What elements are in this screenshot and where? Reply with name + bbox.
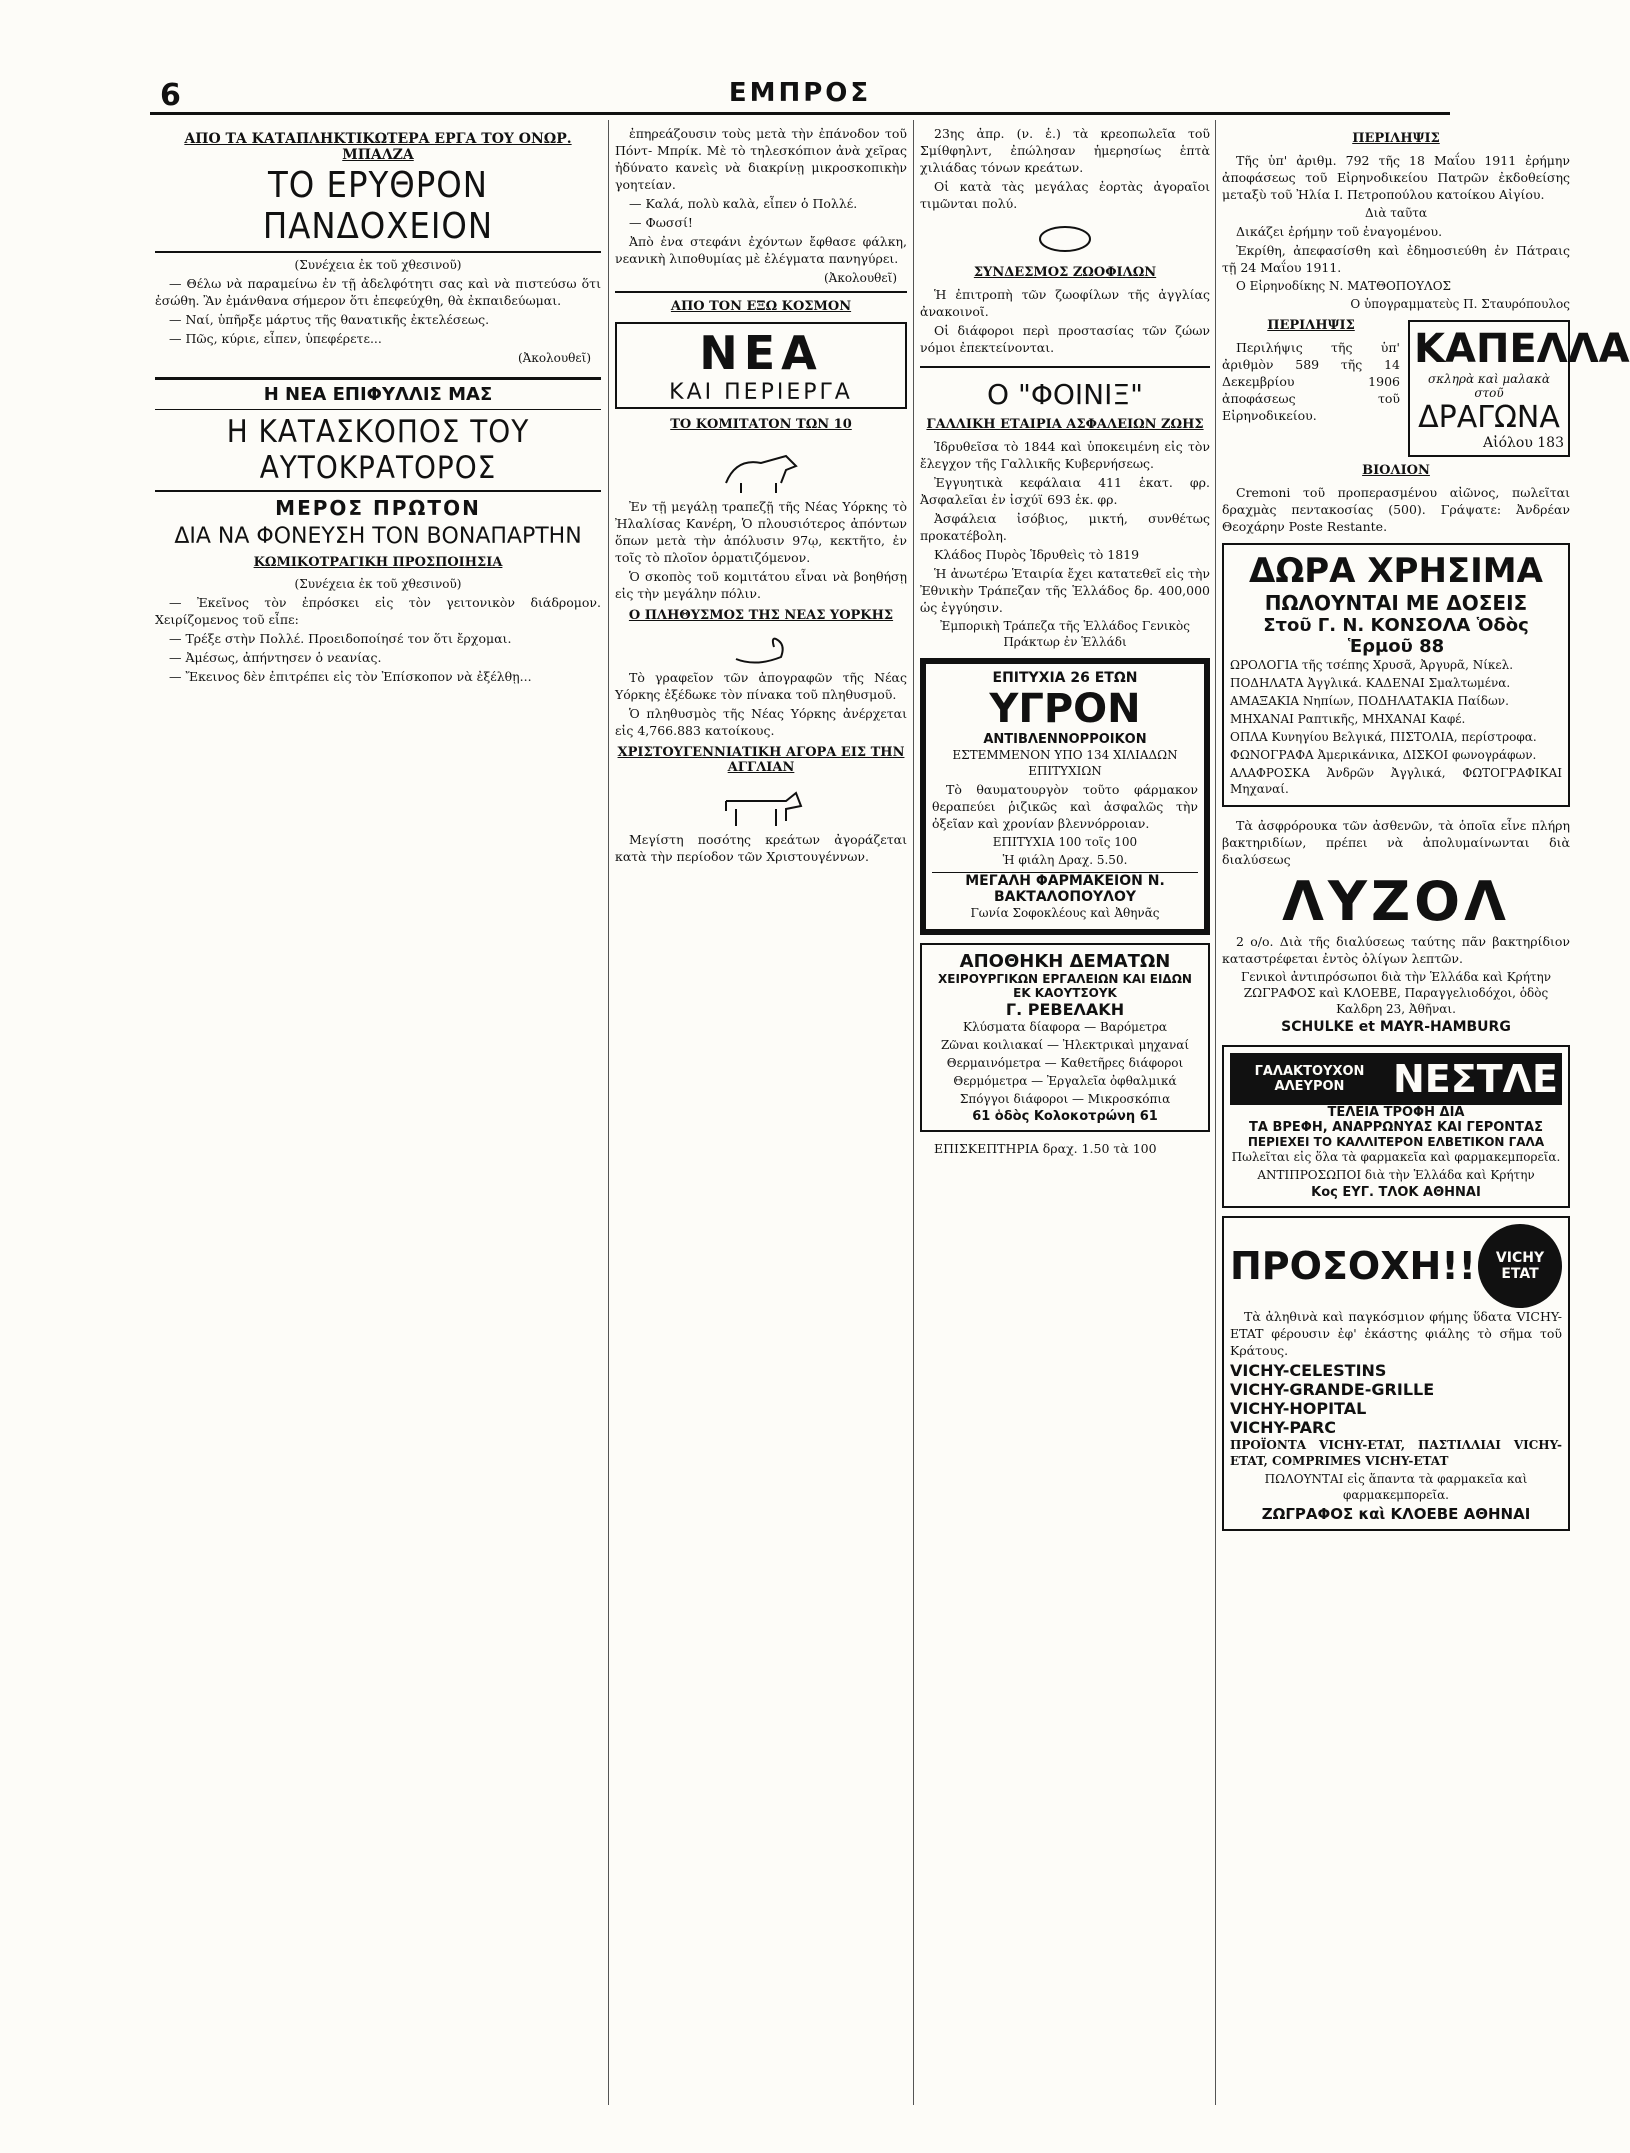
gifts-item: ΦΩΝΟΓΡΑΦΑ Ἀμερικάνικα, ΔΙΣΚΟΙ φωνογράφων.: [1230, 748, 1537, 762]
column-4: [1222, 125, 1630, 2105]
pharmacy-name: ΜΕΓΑΛΗ ΦΑΡΜΑΚΕΙΟΝ Ν. ΒΑΚΤΑΛΟΠΟΥΛΟΥ: [932, 872, 1198, 905]
serial2-genre: ΚΩΜΙΚΟΤΡΑΓΙΚΗ ΠΡΟΣΠΟΙΗΣΙΑ: [253, 555, 503, 570]
depot-address: 61 ὁδὸς Κολοκοτρώνη 61: [972, 1109, 1158, 1124]
swan-illustration-icon: [726, 629, 796, 669]
ygron-ad: [920, 658, 1210, 935]
paragraph: — Φωσσί!: [629, 215, 693, 230]
paragraph: Τῆς ὑπ' ἀριθμ. 792 τῆς 18 Μαΐου 1911 ἐρήμην ἀποφάσεως τοῦ Εἰρηνοδικείου Πατρῶν ἐκδοθείσης μεταξὺ τοῦ Ἠλία Ι. Πετροπούλου κατοίκου Αἰγίου.: [1222, 153, 1570, 202]
page-number: 6: [160, 78, 181, 113]
notice-signer: Ο Εἰρηνοδίκης Ν. ΜΑΤΘΟΠΟΥΛΟΣ: [1236, 279, 1452, 293]
paragraph: — Θέλω νὰ παραμείνω ἐν τῇ ἀδελφότητι σας καὶ νὰ πιστεύσω ὅτι ἐσώθη. Ἂν ἐμάνθανα σήμερον ὅτι ἐπεφεύχθη, θὰ ἐκπαιδεύωμαι.: [155, 276, 601, 308]
lysol-title: ΛΥΖΟΛ: [1282, 870, 1510, 933]
depot-title: ΑΠΟΘΗΚΗ ΔΕΜΑΤΩΝ: [959, 951, 1171, 972]
paragraph: ΕΣΤΕΜΜΕΝΟΝ ΥΠΟ 134 ΧΙΛΙΑΔΩΝ ΕΠΙΤΥΧΙΩΝ: [952, 748, 1178, 778]
masthead: [150, 78, 1450, 115]
news-subtitle: ΚΑΙ ΠΕΡΙΕΡΓΑ: [669, 380, 853, 405]
vichy-agents: ΖΩΓΡΑΦΟΣ καὶ ΚΛΟΕΒΕ ΑΘΗΝΑΙ: [1261, 1505, 1531, 1523]
paragraph: Τὸ γραφεῖον τῶν ἀπογραφῶν τῆς Νέας Υόρκης ἐξέδωκε τὸν πίνακα τοῦ πληθυσμοῦ.: [615, 670, 907, 702]
serial-title: ΤΟ ΕΡΥΘΡΟΝ ΠΑΝΔΟΧΕΙΟΝ: [155, 165, 601, 253]
phoenix-subtitle: ΓΑΛΛΙΚΗ ΕΤΑΙΡΙΑ ΑΣΦΑΛΕΙΩΝ ΖΩΗΣ: [926, 417, 1204, 432]
vichy-source: VICHY-HOPITAL: [1230, 1399, 1367, 1418]
vichy-ad: [1222, 1216, 1570, 1531]
lysol-intro: Τὰ ἀσφρόρουκα τῶν ἀσθενῶν, τὰ ὁποῖα εἶνε πλήρη βακτηριδίων, πρέπει νὰ ἀπολυμαίνωνται διὰ διαλύσεως: [1222, 818, 1570, 867]
paragraph: Cremoni τοῦ προπερασμένου αἰῶνος, πωλεῖται δραχμὰς πεντακοσίας (500). Γράψατε: Ἀνδρέαν Θεοχάρην Poste Restante.: [1222, 485, 1570, 534]
serial-continued: (Συνέχεια ἐκ τοῦ χθεσινοῦ): [294, 258, 462, 272]
cow-illustration-icon: [716, 781, 806, 831]
paragraph: Ἐγγυητικὰ κεφάλαια 411 ἑκατ. φρ. Ἀσφαλεῖαι ἐν ἰσχύϊ 693 ἑκ. φρ.: [920, 475, 1210, 507]
paragraph: ἐπηρεάζουσιν τοὺς μετὰ τὴν ἐπάνοδον τοῦ Πόντ- Μπρίκ. Μὲ τὸ τηλεσκόπιον ἀνὰ χεῖρας ἠδύνατο κανεὶς νὰ διακρίνῃ μικροσκοπικὴν γοητείαν.: [615, 126, 907, 192]
vichy-source: VICHY-GRANDE-GRILLE: [1230, 1380, 1435, 1399]
vichy-sale: ΠΩΛΟΥΝΤΑΙ εἰς ἅπαντα τὰ φαρμακεῖα καὶ φαρμακεμπορεῖα.: [1264, 1472, 1528, 1502]
news-banner: [615, 322, 907, 409]
lysol-ad: [1222, 817, 1570, 1035]
kapella-subtitle: σκληρὰ καὶ μαλακὰ στοῦ: [1428, 372, 1550, 400]
nestle-brand: ΝΕΣΤΛΕ: [1392, 1057, 1558, 1101]
paragraph: Περιλήψις τῆς ὑπ' ἀριθμὸν 589 τῆς 14 Δεκεμβρίου 1906 ἀποφάσεως τοῦ Εἰρηνοδικείου.: [1222, 340, 1400, 423]
nestle-line: Πωλεῖται εἰς ὅλα τὰ φαρμακεῖα καὶ φαρμακεμπορεῖα.: [1231, 1150, 1561, 1164]
ygron-title: ΥΓΡΟΝ: [989, 686, 1141, 732]
nestle-ad: [1222, 1045, 1570, 1208]
paragraph: Ἡ ἐπιτροπὴ τῶν ζωοφίλων τῆς ἀγγλίας ἀνακοινοῖ.: [920, 287, 1210, 319]
gifts-store: Στοῦ Γ. Ν. ΚΟΝΣΟΛΑ Ὁδὸς Ἑρμοῦ 88: [1263, 615, 1529, 657]
kapella-ad: [1408, 320, 1630, 457]
serial2-title: Η ΚΑΤΑΣΚΟΠΟΣ ΤΟΥ ΑΥΤΟΚΡΑΤΟΡΟΣ: [155, 414, 601, 492]
paragraph: — Ναί, ὑπῆρξε μάρτυς τῆς θανατικῆς ἐκτελέσεως.: [169, 312, 490, 327]
lysol-body: 2 ο/ο. Διὰ τῆς διαλύσεως ταύτης πᾶν βακτηρίδιον καταστρέφεται ἐντὸς ὀλίγων λεπτῶν.: [1222, 934, 1570, 966]
nestle-line: Κος ΕΥΓ. ΤΛΟΚ ΑΘΗΝΑΙ: [1311, 1185, 1481, 1200]
nestle-line: ΠΕΡΙΕΧΕΙ ΤΟ ΚΑΛΛΙΤΕΡΟΝ ΕΛΒΕΤΙΚΟΝ ΓΑΛΑ: [1247, 1135, 1545, 1149]
paragraph: — Ἐκεῖνος τὸν ἐπρόσκει εἰς τὸν γειτονικὸν διάδρομον. Χειρίζομενος τοῦ εἶπε:: [155, 595, 601, 627]
kapella-title: ΚΑΠΕΛΛΑ: [1414, 326, 1630, 372]
column-rule: [913, 120, 914, 2105]
depot-item: Ζῶναι κοιλιακαί — Ἠλεκτρικαὶ μηχαναί: [940, 1038, 1190, 1052]
notice-title: ΠΕΡΙΛΗΨΙΣ: [1267, 318, 1355, 333]
paragraph: ΕΠΙΣΚΕΠΤΗΡΙΑ δραχ. 1.50 τὰ 100: [934, 1141, 1157, 1156]
gifts-item: ΩΡΟΛΟΓΙΑ τῆς τσέπης Χρυσᾶ, Ἀργυρᾶ, Νίκελ.: [1230, 658, 1514, 672]
animal-illustration-icon: [1030, 214, 1100, 259]
section-heading: Η ΝΕΑ ΕΠΙΦΥΛΛΙΣ ΜΑΣ: [155, 377, 601, 410]
paragraph: Διὰ ταῦτα: [1364, 206, 1428, 220]
news-item-title: Ο ΠΛΗΘΥΣΜΟΣ ΤΗΣ ΝΕΑΣ ΥΟΡΚΗΣ: [628, 608, 894, 623]
nestle-label: ΓΑΛΑΚΤΟΥΧΟΝ ΑΛΕΥΡΟΝ: [1254, 1064, 1365, 1094]
paragraph: 23ης ἀπρ. (ν. ἑ.) τὰ κρεοπωλεῖα τοῦ Σμίθφηλντ, ἐπώλησαν ἡμερησίως ἑπτὰ χιλιάδας τόνων κρεάτων.: [920, 126, 1210, 175]
paragraph: Οἱ διάφοροι περὶ προστασίας τῶν ζώων νόμοι ἐπεκτείνονται.: [920, 323, 1210, 355]
nestle-line: ΤΑ ΒΡΕΦΗ, ΑΝΑΡΡΩΝΥΑΣ ΚΑΙ ΓΕΡΟΝΤΑΣ: [1249, 1120, 1543, 1135]
ygron-top: ΕΠΙΤΥΧΙΑ 26 ΕΤΩΝ: [992, 670, 1138, 686]
gifts-title: ΔΩΡΑ ΧΡΗΣΙΜΑ: [1249, 551, 1543, 591]
vichy-badge-icon: VICHY ETAT: [1478, 1224, 1562, 1308]
column-rule: [608, 120, 609, 2105]
depot-subtitle: ΧΕΙΡΟΥΡΓΙΚΩΝ ΕΡΓΑΛΕΙΩΝ ΚΑΙ ΕΙΔΩΝ ΕΚ ΚΑΟΥΤΣΟΥΚ: [938, 972, 1192, 1000]
serial2-continued: (Συνέχεια ἐκ τοῦ χθεσινοῦ): [294, 577, 462, 591]
paragraph: — Ἔκεινος δὲν ἐπιτρέπει εἰς τὸν Ἐπίσκοπον νὰ ἐξέλθῃ...: [169, 669, 532, 684]
paragraph: Ἱδρυθεῖσα τὸ 1844 καὶ ὑποκειμένη εἰς τὸν ἔλεγχον τῆς Γαλλικῆς Κυβερνήσεως.: [920, 439, 1210, 471]
paragraph: — Τρέξε στὴν Πολλέ. Προειδοποίησέ τον ὅτι ἔρχομαι.: [169, 631, 512, 646]
paper-name: ΕΜΠΡΟΣ: [728, 78, 872, 108]
column-rule: [1215, 120, 1216, 2105]
paragraph: Ὁ πληθυσμὸς τῆς Νέας Υόρκης ἀνέρχεται εἰς 4,766.883 κατοίκους.: [615, 706, 907, 738]
to-be-continued: (Ἀκολουθεῖ): [517, 351, 591, 365]
depot-ad: [920, 943, 1210, 1132]
paragraph: Ἐκρίθη, ἀπεφασίσθη καὶ ἐδημοσιεύθη ἐν Πάτραις τῇ 24 Μαΐου 1911.: [1222, 243, 1570, 275]
kapella-shop: ΔΡΑΓΩΝΑ: [1418, 400, 1560, 435]
vichy-title: ΠΡΟΣΟΧΗ!!: [1230, 1244, 1476, 1288]
paragraph: — Ἀμέσως, ἀπήντησεν ὁ νεανίας.: [169, 650, 382, 665]
notice-signer: Ο ὑπογραμματεὺς Π. Σταυρόπουλος: [1350, 297, 1570, 311]
to-be-continued: (Ἀκολουθεῖ): [823, 271, 897, 285]
depot-item: Θερμαινόμετρα — Καθετῆρες διάφοροι: [946, 1056, 1184, 1070]
serial2-part: ΜΕΡΟΣ ΠΡΩΤΟΝ: [275, 496, 481, 520]
lysol-agents: Γενικοὶ ἀντιπρόσωποι διὰ τὴν Ἑλλάδα καὶ Κρήτην ΖΩΓΡΑΦΟΣ καὶ ΚΛΟΕΒΕ, Παραγγελιοδόχοι, ὁδὸς Καλδρη 23, Ἀθῆναι.: [1240, 970, 1552, 1016]
phoenix-title: Ο "ΦΟΙΝΙΞ": [987, 378, 1143, 411]
paragraph: Ἀπὸ ἐνα στεφάνι ἐχόντων ἔφθασε φάλκη, νεανικὴ λιποθυμίας μὲ ἐλέγματα πανηγύρει.: [615, 234, 907, 266]
gifts-ad: [1222, 543, 1570, 807]
depot-item: Σπόγγοι διάφοροι — Μικροσκόπια: [959, 1092, 1171, 1106]
lysol-maker: SCHULKE et MAYR-HAMBURG: [1281, 1019, 1511, 1035]
violin-title: ΒΙΟΛΙΟΝ: [1362, 463, 1430, 478]
pharmacy-address: Γωνία Σοφοκλέους καὶ Ἀθηνᾶς: [970, 906, 1160, 920]
depot-item: Θερμόμετρα — Ἐργαλεῖα ὀφθαλμικά: [953, 1074, 1177, 1088]
notice-title: ΠΕΡΙΛΗΨΙΣ: [1352, 131, 1440, 146]
paragraph: — Καλά, πολὺ καλὰ, εἶπεν ὁ Πολλέ.: [629, 196, 858, 211]
serial2-subtitle: ΔΙΑ ΝΑ ΦΟΝΕΥΣΗ ΤΟΝ ΒΟΝΑΠΑΡΤΗΝ: [174, 524, 582, 549]
paragraph: Ἡ φιάλη Δραχ. 5.50.: [1002, 853, 1128, 867]
paragraph: Ἡ ἀνωτέρω Ἑταιρία ἔχει κατατεθεῖ εἰς τὴν Ἐθνικὴν Τράπεζαν τῆς Ἑλλάδος δρ. 400,000 ὡς ἐγγύησιν.: [920, 566, 1210, 615]
nestle-line: ΑΝΤΙΠΡΟΣΩΠΟΙ διὰ τὴν Ἑλλάδα καὶ Κρήτην: [1257, 1168, 1535, 1182]
gifts-subtitle: ΠΩΛΟΥΝΤΑΙ ΜΕ ΔΟΣΕΙΣ: [1264, 591, 1528, 615]
kapella-address: Αἰόλου 183: [1482, 435, 1564, 451]
vichy-source: VICHY-PARC: [1230, 1418, 1337, 1437]
paragraph: ΕΠΙΤΥΧΙΑ 100 τοῖς 100: [992, 835, 1138, 849]
dog-illustration-icon: [716, 438, 806, 498]
news-item-title: ΧΡΙΣΤΟΥΓΕΝΝΙΑΤΙΚΗ ΑΓΟΡΑ ΕΙΣ ΤΗΝ ΑΓΓΛΙΑΝ: [617, 745, 905, 775]
gifts-item: ΜΗΧΑΝΑΙ Ραπτικῆς, ΜΗΧΑΝΑΙ Καφέ.: [1230, 712, 1466, 726]
depot-owner: Γ. ΡΕΒΕΛΑΚΗ: [1005, 1000, 1125, 1019]
gifts-item: ΠΟΔΗΛΑΤΑ Ἀγγλικά. ΚΑΔΕΝΑΙ Σμαλτωμένα.: [1230, 676, 1511, 690]
paragraph: Ὁ σκοπὸς τοῦ κομιτάτου εἶναι νὰ βοηθήσῃ εἰς τὴν μεγάλην πόλιν.: [615, 569, 907, 601]
paragraph: Τὸ θαυματουργὸν τοῦτο φάρμακον θεραπεύει ῥιζικῶς καὶ ἀσφαλῶς τὴν ὀξεῖαν καὶ χρονίαν βλεννόρροιαν.: [932, 782, 1198, 831]
serial-kicker: ΑΠΟ ΤΑ ΚΑΤΑΠΛΗΚΤΙΚΩΤΕΡΑ ΕΡΓΑ ΤΟΥ ΟΝΩΡ. ΜΠΑΛΖΑ: [184, 131, 572, 163]
paragraph: Ἀσφάλεια ἰσόβιος, μικτή, συνθέτως προκατέβολη.: [920, 511, 1210, 543]
gifts-item: ΟΠΛΑ Κυνηγίου Βελγικά, ΠΙΣΤΟΛΙΑ, περίστροφα.: [1230, 730, 1537, 744]
gifts-item: ΑΜΑΞΑΚΙΑ Νηπίων, ΠΟΔΗΛΑΤΑΚΙΑ Παίδων.: [1230, 694, 1509, 708]
association-title: ΣΥΝΔΕΣΜΟΣ ΖΩΟΦΙΛΩΝ: [973, 265, 1157, 280]
vichy-products: ΠΡΟΪΟΝΤΑ VICHY-ETAT, ΠΑΣΤΙΛΛΙΑΙ VICHY-ETAT, COMPRIMES VICHY-ETAT: [1230, 1438, 1562, 1468]
paragraph: Μεγίστη ποσότης κρεάτων ἀγοράζεται κατὰ τὴν περίοδον τῶν Χριστουγέννων.: [615, 832, 907, 864]
ygron-subtitle: ΑΝΤΙΒΛΕΝΝΟΡΡΟΙΚΟΝ: [983, 732, 1147, 747]
phoenix-agent: Ἐμπορικὴ Τράπεζα τῆς Ἑλλάδος Γενικὸς Πράκτωρ ἐν Ἑλλάδι: [940, 619, 1190, 649]
gifts-item: ΑΛΑΦΡΟΣΚΑ Ἀνδρῶν Ἀγγλικά, ΦΩΤΟΓΡΑΦΙΚΑΙ Μηχαναί.: [1230, 766, 1562, 796]
paragraph: Οἱ κατὰ τὰς μεγάλας ἐορτὰς ἀγοραῖοι τιμῶνται πολύ.: [920, 179, 1210, 211]
nestle-line: ΤΕΛΕΙΑ ΤΡΟΦΗ ΔΙΑ: [1327, 1105, 1465, 1120]
column-1: [155, 125, 601, 2105]
depot-item: Κλύσματα δίαφορα — Βαρόμετρα: [963, 1020, 1167, 1034]
column-2: [615, 125, 907, 2105]
vichy-intro: Τὰ ἀληθινὰ καὶ παγκόσμιον φήμης ὕδατα VICHY-ETAT φέρουσιν ἐφ' ἐκάστης φιάλης τὸ σῆμα τοῦ Κράτους.: [1230, 1309, 1562, 1358]
news-item-title: ΤΟ ΚΟΜΙΤΑΤΟΝ ΤΩΝ 10: [670, 417, 852, 432]
paragraph: Δικάζει ἐρήμην τοῦ ἐναγομένου.: [1236, 224, 1443, 239]
news-title: ΝΕΑ: [699, 326, 823, 380]
section-heading: ΑΠΟ ΤΟΝ ΕΞΩ ΚΟΣΜΟΝ: [615, 291, 907, 314]
column-3: [920, 125, 1210, 2105]
vichy-source: VICHY-CELESTINS: [1230, 1361, 1387, 1380]
paragraph: Κλάδος Πυρὸς Ἱδρυθεὶς τὸ 1819: [934, 547, 1140, 562]
paragraph: — Πῶς, κύριε, εἶπεν, ὑπεφέρετε...: [169, 331, 382, 346]
paragraph: Ἐν τῇ μεγάλῃ τραπεζῇ τῆς Νέας Υόρκης τὸ Ἠλαλίσας Κανέρη, Ὁ πλουσιότερος ἀπόντων ὅπων μετὰ τὴν ἀπόλυσιν 97ῳ, κεκτῆτο, ἐν τοῖς τὸ πλοῖον ὁρματιζόμενον.: [615, 499, 907, 565]
